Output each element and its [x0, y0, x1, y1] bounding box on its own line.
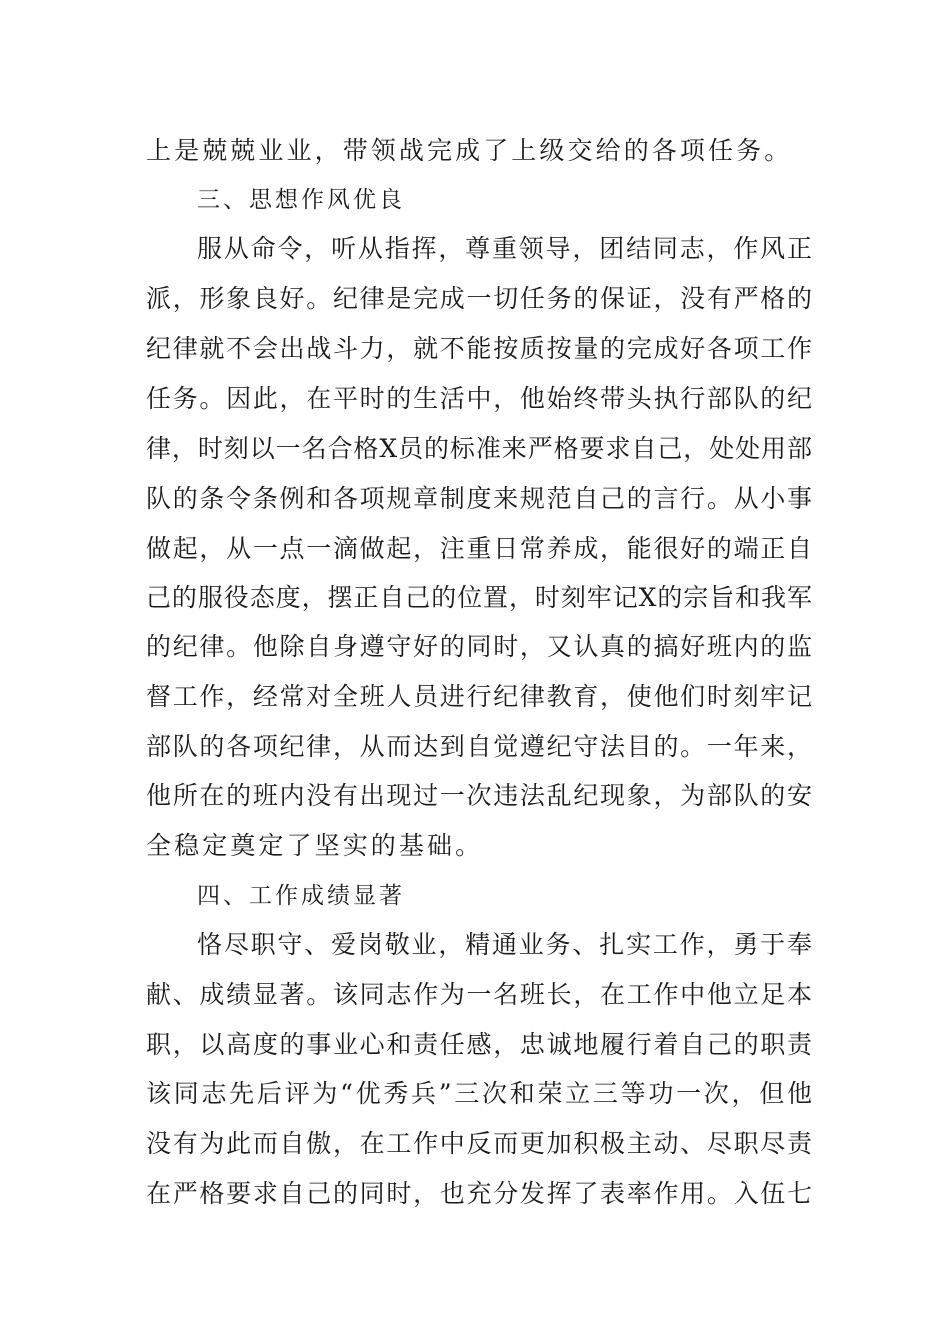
paragraph-line: 全稳定奠定了坚实的基础。 — [146, 831, 484, 860]
paragraph-line: 职，以高度的事业心和责任感，忠诚地履行着自己的职责 — [146, 1030, 812, 1059]
paragraph-line: 派，形象良好。纪律是完成一切任务的保证，没有严格的 — [146, 284, 812, 313]
paragraph-line: 没有为此而自傲，在工作中反而更加积极主动、尽职尽责 — [146, 1129, 812, 1158]
paragraph-line: 己的服役态度，摆正自己的位置，时刻牢记X的宗旨和我军 — [146, 583, 812, 612]
section-heading-3: 三、思想作风优良 — [197, 187, 405, 213]
paragraph-line: 上是兢兢业业，带领战完成了上级交给的各项任务。 — [146, 136, 793, 165]
paragraph-line: 献、成绩显著。该同志作为一名班长，在工作中他立足本 — [146, 980, 812, 1009]
paragraph-line: 的纪律。他除自身遵守好的同时，又认真的搞好班内的监 — [146, 632, 812, 661]
section-heading-4: 四、工作成绩显著 — [197, 883, 405, 909]
paragraph-line: 做起，从一点一滴做起，注重日常养成，能很好的端正自 — [146, 534, 812, 563]
paragraph-line: 在严格要求自己的同时，也充分发挥了表率作用。入伍七 — [146, 1179, 812, 1208]
paragraph-line: 该同志先后评为“优秀兵”三次和荣立三等功一次，但他 — [146, 1079, 812, 1108]
paragraph-line: 律，时刻以一名合格X员的标准来严格要求自己，处处用部 — [146, 434, 812, 463]
paragraph-line: 部队的各项纪律，从而达到自觉遵纪守法目的。一年来， — [146, 732, 812, 761]
paragraph-line: 队的条令条例和各项规章制度来规范自己的言行。从小事 — [146, 484, 812, 513]
paragraph-line: 他所在的班内没有出现过一次违法乱纪现象，为部队的安 — [146, 781, 812, 810]
paragraph-line: 纪律就不会出战斗力，就不能按质按量的完成好各项工作 — [146, 334, 812, 363]
paragraph-line: 督工作，经常对全班人员进行纪律教育，使他们时刻牢记 — [146, 682, 812, 711]
paragraph-line: 恪尽职守、爱岗敬业，精通业务、扎实工作，勇于奉 — [197, 930, 812, 959]
paragraph-line: 服从命令，听从指挥，尊重领导，团结同志，作风正 — [197, 234, 812, 263]
paragraph-line: 任务。因此，在平时的生活中，他始终带头执行部队的纪 — [146, 384, 812, 413]
